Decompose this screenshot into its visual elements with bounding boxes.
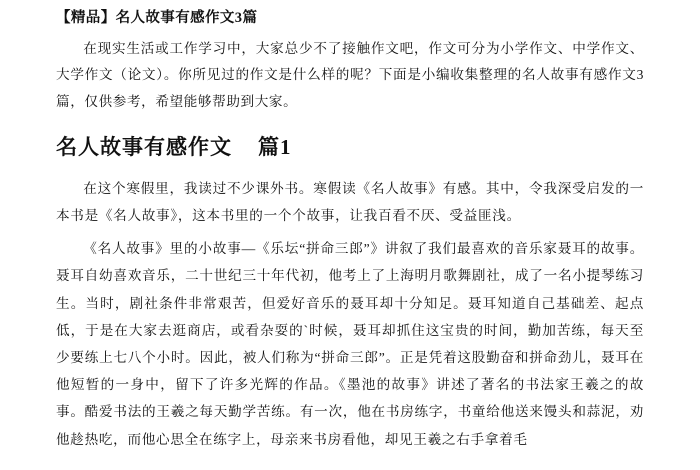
body-paragraph-1: 在这个寒假里，我读过不少课外书。寒假读《名人故事》有感。其中，令我深受启发的一本书是《名人故事》，这本书里的一个个故事，让我百看不厌、受益匪浅。 <box>56 180 644 224</box>
section-number: 篇1 <box>258 135 292 160</box>
section-heading-text: 名人故事有感作文 <box>56 135 232 160</box>
intro-paragraph: 在现实生活或工作学习中，大家总少不了接触作文吧，作文可分为小学作文、中学作文、大学作文（论文）。你所见过的作文是什么样的呢？下面是小编收集整理的名人故事有感作文3篇，仅供参考，希望能够帮助到大家。 <box>56 40 644 109</box>
body-paragraph-2: 《名人故事》里的小故事—《乐坛“拼命三郎”》讲叙了我们最喜欢的音乐家聂耳的故事。聂耳自幼喜欢音乐，二十世纪三十年代初，他考上了上海明月歌舞剧社，成了一名小提琴练习生。当时，剧社条件非常艰苦，但爱好音乐的聂耳却十分知足。聂耳知道自己基础差、起点低，于是在大家去逛商店，或看杂耍的`时候，聂耳却抓住这宝贵的时间，勤加苦练，每天至少要练上七八个小时。因此，被人们称为“拼命三郎”。正是凭着这股勤奋和拼命劲儿，聂耳在他短暂的一身中，留下了许多光辉的作品。《墨池的故事》讲述了著名的书法家王羲之的故事。酷爱书法的王羲之每天勤学苦练。有一次，他在书房练字，书童给他送来馒头和蒜泥，劝他趁热吃，而他心思全在练字上，母亲来书房看他，却见王羲之右手拿着毛 <box>56 241 644 447</box>
section-heading <box>56 131 644 165</box>
page-title: 【精品】名人故事有感作文3篇 <box>56 10 258 26</box>
